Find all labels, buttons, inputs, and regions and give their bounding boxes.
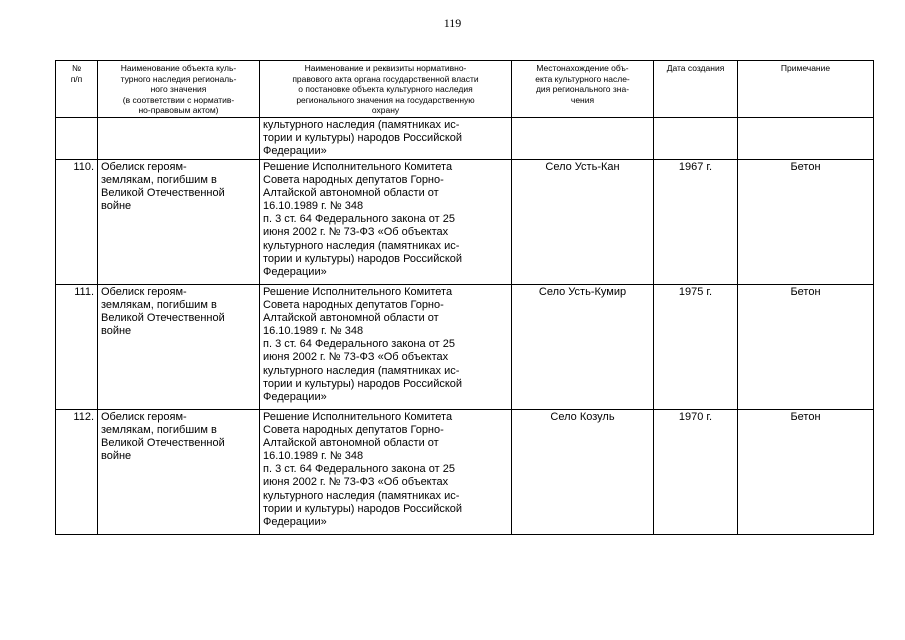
cell-date: 1967 г.	[654, 159, 738, 284]
header-number: № п/п	[56, 61, 98, 118]
cell-date: 1975 г.	[654, 284, 738, 409]
cell-number: 110.	[56, 159, 98, 284]
cell-legal-act: Решение Исполнительного Комитета Совета народных депутатов Горно- Алтайской автономной области от 16.10.1989 г. № 348 п. 3 ст. 64 Федерального закона от 25 июня 2002 г. № 73-ФЗ «Об объектах культурного наследия (памятниках ис- тории и культуры) народов Российской Федерации»	[260, 159, 512, 284]
cell-note: Бетон	[738, 284, 874, 409]
cell-number: 111.	[56, 284, 98, 409]
page-number: 119	[443, 16, 462, 30]
cell-note: Бетон	[738, 159, 874, 284]
cell-legal-act: культурного наследия (памятниках ис- тории и культуры) народов Российской Федерации»	[260, 117, 512, 159]
cell-legal-act: Решение Исполнительного Комитета Совета народных депутатов Горно- Алтайской автономной области от 16.10.1989 г. № 348 п. 3 ст. 64 Федерального закона от 25 июня 2002 г. № 73-ФЗ «Об объектах культурного наследия (памятниках ис- тории и культуры) народов Российской Федерации»	[260, 409, 512, 534]
cell-object-name: Обелиск героям- землякам, погибшим в Великой Отечественной войне	[98, 159, 260, 284]
cell-location: Село Усть-Кумир	[512, 284, 654, 409]
header-date: Дата создания	[654, 61, 738, 118]
cell-location: Село Усть-Кан	[512, 159, 654, 284]
cell-object-name: Обелиск героям- землякам, погибшим в Великой Отечественной войне	[98, 409, 260, 534]
cell-number: 112.	[56, 409, 98, 534]
table-row	[56, 284, 874, 409]
cell-object-name	[98, 117, 260, 159]
cell-note	[738, 117, 874, 159]
table-row-continuation	[56, 117, 874, 159]
table-header-row	[56, 61, 874, 118]
cell-legal-act: Решение Исполнительного Комитета Совета народных депутатов Горно- Алтайской автономной области от 16.10.1989 г. № 348 п. 3 ст. 64 Федерального закона от 25 июня 2002 г. № 73-ФЗ «Об объектах культурного наследия (памятниках ис- тории и культуры) народов Российской Федерации»	[260, 284, 512, 409]
header-location: Местонахождение объ- екта культурного насле- дия регионального зна- чения	[512, 61, 654, 118]
table-row	[56, 409, 874, 534]
heritage-registry-table	[55, 60, 874, 535]
cell-number	[56, 117, 98, 159]
table-row	[56, 159, 874, 284]
cell-location: Село Козуль	[512, 409, 654, 534]
cell-object-name: Обелиск героям- землякам, погибшим в Великой Отечественной войне	[98, 284, 260, 409]
header-note: Примечание	[738, 61, 874, 118]
cell-note: Бетон	[738, 409, 874, 534]
header-object-name: Наименование объекта куль- турного наследия региональ- ного значения (в соответствии с норматив- но-правовым актом)	[98, 61, 260, 118]
cell-location	[512, 117, 654, 159]
cell-date	[654, 117, 738, 159]
cell-date: 1970 г.	[654, 409, 738, 534]
header-legal-act: Наименование и реквизиты нормативно- правового акта органа государственной власти о постановке объекта культурного наследия регионального значения на государственную охрану	[260, 61, 512, 118]
